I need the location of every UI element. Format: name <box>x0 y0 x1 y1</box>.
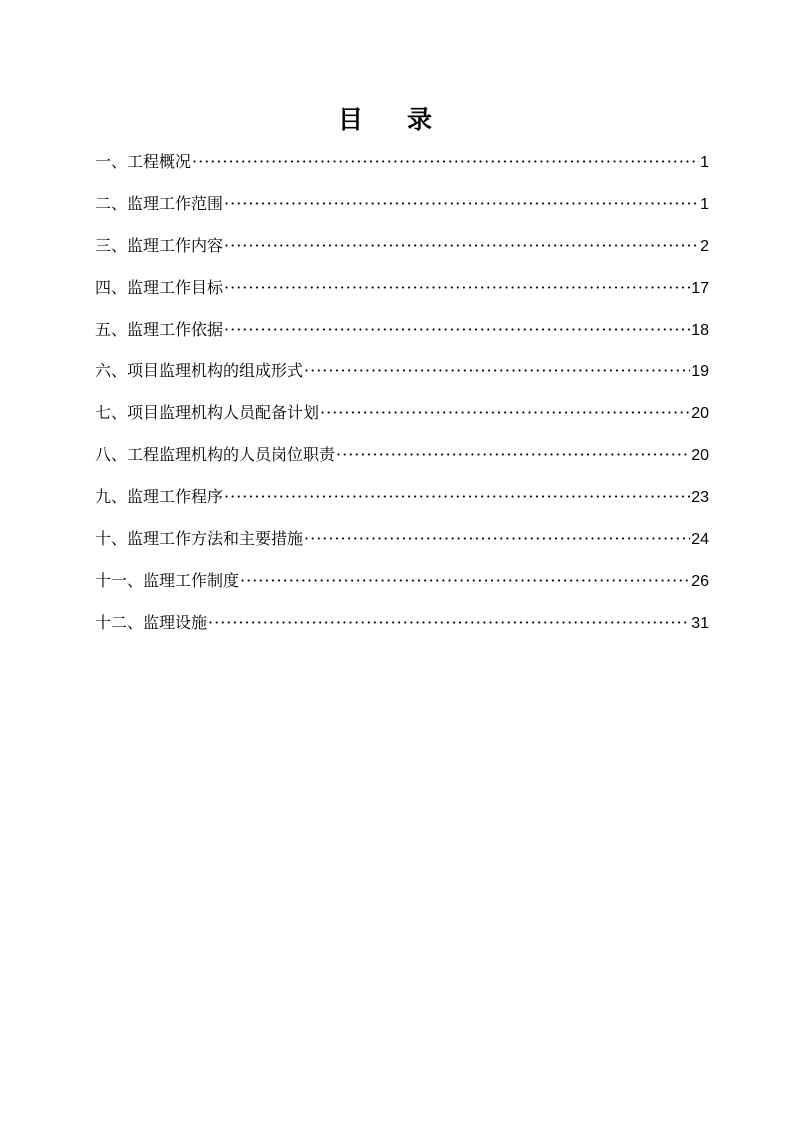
toc-dot-leader <box>304 523 690 555</box>
toc-dot-leader <box>224 188 699 220</box>
toc-entry[interactable] <box>95 481 709 523</box>
toc-entry-label: 九、监理工作程序 <box>95 487 224 507</box>
toc-page-number: 20 <box>691 405 709 423</box>
toc-entry-label: 十一、监理工作制度 <box>95 570 240 590</box>
toc-entry[interactable] <box>95 607 709 649</box>
toc-entry[interactable] <box>95 188 709 230</box>
toc-dot-leader <box>320 397 690 429</box>
toc-entry[interactable] <box>95 355 709 397</box>
toc-page-number: 26 <box>691 572 709 590</box>
toc-entry-label: 二、监理工作范围 <box>95 193 224 213</box>
toc-entry[interactable] <box>95 439 709 481</box>
toc-dot-leader <box>240 565 690 597</box>
toc-dot-leader <box>304 355 690 387</box>
toc-dot-leader <box>192 146 699 178</box>
toc-entry-label: 八、工程监理机构的人员岗位职责 <box>95 445 336 465</box>
toc-entry[interactable] <box>95 272 709 314</box>
toc-title: 目录 <box>337 105 476 134</box>
toc-entry[interactable] <box>95 230 709 272</box>
toc-dot-leader <box>208 607 690 639</box>
toc-entry[interactable] <box>95 314 709 356</box>
toc-entry-label: 十二、监理设施 <box>95 612 208 632</box>
toc-page-number: 1 <box>700 195 709 213</box>
toc-page-number: 2 <box>700 237 709 255</box>
toc-entry-label: 一、工程概况 <box>95 152 192 171</box>
toc-page-number: 1 <box>700 154 709 171</box>
toc-entry[interactable] <box>95 565 709 607</box>
toc-dot-leader <box>224 272 690 304</box>
table-of-contents <box>95 146 709 649</box>
toc-entry-label: 十、监理工作方法和主要措施 <box>95 529 304 549</box>
toc-page-number: 20 <box>691 447 709 465</box>
toc-dot-leader <box>224 230 699 262</box>
toc-entry-label: 六、项目监理机构的组成形式 <box>95 361 304 381</box>
toc-entry-label: 三、监理工作内容 <box>95 235 224 255</box>
toc-page-number: 23 <box>691 489 709 507</box>
toc-entry-label: 四、监理工作目标 <box>95 277 224 297</box>
toc-entry-label: 七、项目监理机构人员配备计划 <box>95 403 320 423</box>
toc-entry[interactable] <box>95 397 709 439</box>
toc-page-number: 17 <box>691 279 709 297</box>
toc-entry[interactable] <box>95 146 709 188</box>
toc-page-number: 31 <box>691 614 709 632</box>
toc-dot-leader <box>224 314 690 346</box>
toc-dot-leader <box>336 439 690 471</box>
toc-entry-label: 五、监理工作依据 <box>95 319 224 339</box>
toc-entry[interactable] <box>95 523 709 565</box>
toc-dot-leader <box>224 481 690 513</box>
toc-page-number: 24 <box>691 531 709 549</box>
toc-page-number: 18 <box>691 321 709 339</box>
toc-page-number: 19 <box>691 363 709 381</box>
